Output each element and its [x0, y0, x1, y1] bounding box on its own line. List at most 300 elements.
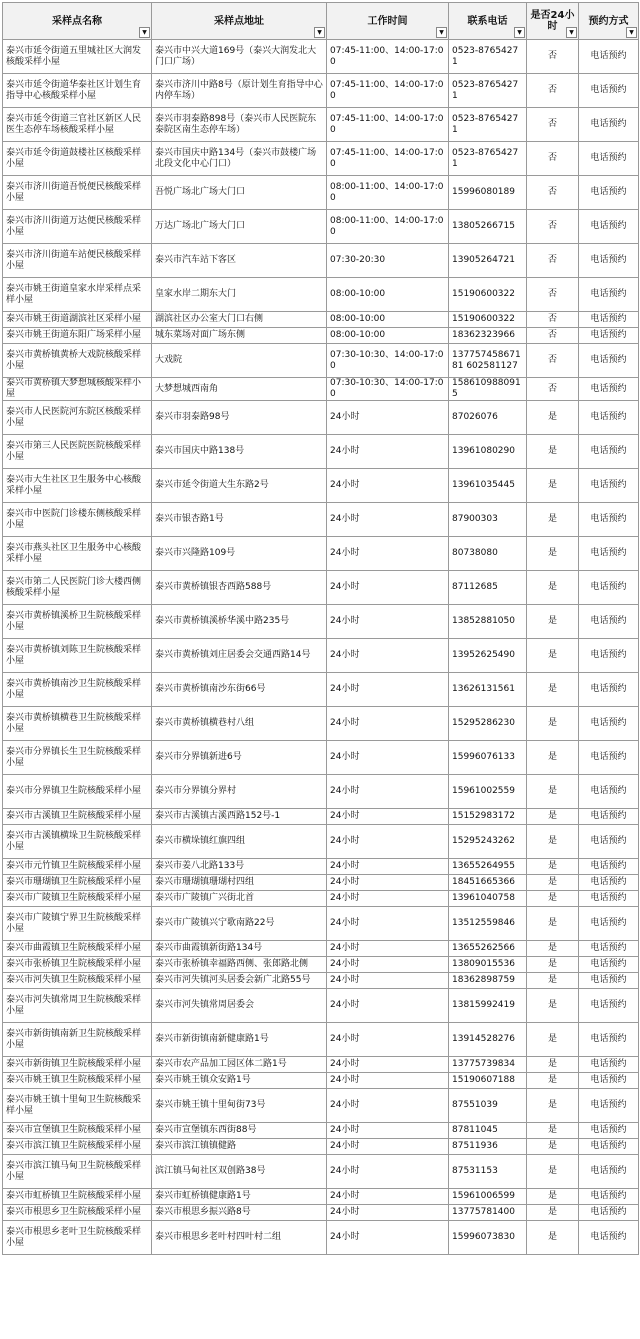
cell-phone[interactable]: 13626131561 [449, 673, 527, 707]
cell-booking[interactable]: 电话预约 [579, 278, 639, 312]
filter-dropdown-icon[interactable]: ▼ [566, 27, 577, 38]
cell-booking[interactable]: 电话预约 [579, 1089, 639, 1123]
cell-site-name[interactable]: 泰兴市古溪镇横垛卫生院核酸采样小屋 [3, 825, 152, 859]
cell-phone[interactable]: 13809015536 [449, 957, 527, 973]
cell-24h[interactable]: 是 [527, 891, 579, 907]
header-phone[interactable]: 联系电话 ▼ [449, 3, 527, 40]
table-row [3, 1123, 639, 1139]
cell-site-address[interactable]: 泰兴市珊瑚镇珊瑚村四组 [152, 875, 327, 891]
cell-site-address[interactable]: 泰兴市国庆中路134号（泰兴市鼓楼广场北段文化中心门口） [152, 142, 327, 176]
cell-booking[interactable]: 电话预约 [579, 142, 639, 176]
cell-site-address[interactable]: 滨江镇马甸社区双创路38号 [152, 1155, 327, 1189]
cell-booking[interactable]: 电话预约 [579, 40, 639, 74]
cell-site-name[interactable]: 泰兴市黄桥镇横巷卫生院核酸采样小屋 [3, 707, 152, 741]
cell-24h[interactable]: 是 [527, 571, 579, 605]
cell-site-name[interactable]: 泰兴市黄桥镇南沙卫生院核酸采样小屋 [3, 673, 152, 707]
cell-site-address[interactable]: 泰兴市张桥镇幸福路西侧、张郎路北侧 [152, 957, 327, 973]
cell-work-time[interactable]: 24小时 [327, 707, 449, 741]
cell-site-name[interactable]: 泰兴市张桥镇卫生院核酸采样小屋 [3, 957, 152, 973]
cell-work-time[interactable]: 24小时 [327, 1155, 449, 1189]
cell-24h[interactable]: 否 [527, 344, 579, 378]
table-row [3, 1073, 639, 1089]
cell-work-time[interactable]: 24小时 [327, 1023, 449, 1057]
cell-work-time[interactable]: 24小时 [327, 639, 449, 673]
cell-phone[interactable]: 13952625490 [449, 639, 527, 673]
cell-phone[interactable]: 13961080290 [449, 435, 527, 469]
cell-site-address[interactable]: 泰兴市广陵镇兴宁歌南路22号 [152, 907, 327, 941]
cell-booking[interactable]: 电话预约 [579, 435, 639, 469]
table-row [3, 176, 639, 210]
cell-site-name[interactable]: 泰兴市延令街道五里城社区大润发核酸采样小屋 [3, 40, 152, 74]
cell-site-name[interactable]: 泰兴市大生社区卫生服务中心核酸采样小屋 [3, 469, 152, 503]
cell-24h[interactable]: 是 [527, 973, 579, 989]
cell-site-name[interactable]: 泰兴市黄桥镇黄桥大戏院核酸采样小屋 [3, 344, 152, 378]
cell-booking[interactable]: 电话预约 [579, 639, 639, 673]
cell-booking[interactable]: 电话预约 [579, 1189, 639, 1205]
cell-site-name[interactable]: 泰兴市延令街道三官社区新区人民医生态停车场核酸采样小屋 [3, 108, 152, 142]
cell-phone[interactable]: 13775781400 [449, 1205, 527, 1221]
cell-24h[interactable]: 是 [527, 875, 579, 891]
cell-phone[interactable]: 13961035445 [449, 469, 527, 503]
cell-24h[interactable]: 是 [527, 1023, 579, 1057]
cell-booking[interactable]: 电话预约 [579, 1023, 639, 1057]
cell-booking[interactable]: 电话预约 [579, 605, 639, 639]
cell-phone[interactable]: 13914528276 [449, 1023, 527, 1057]
cell-booking[interactable]: 电话预约 [579, 989, 639, 1023]
cell-phone[interactable]: 13655264955 [449, 859, 527, 875]
cell-site-address[interactable]: 泰兴市滨江镇镇健路 [152, 1139, 327, 1155]
cell-24h[interactable]: 是 [527, 741, 579, 775]
cell-site-address[interactable]: 泰兴市横垛镇红旗四组 [152, 825, 327, 859]
cell-work-time[interactable]: 24小时 [327, 605, 449, 639]
cell-24h[interactable]: 是 [527, 989, 579, 1023]
cell-24h[interactable]: 是 [527, 605, 579, 639]
cell-24h[interactable]: 否 [527, 40, 579, 74]
cell-phone[interactable]: 0523-87654271 [449, 74, 527, 108]
cell-phone[interactable]: 15295243262 [449, 825, 527, 859]
cell-site-address[interactable]: 城东菜场对面广场东侧 [152, 328, 327, 344]
cell-site-name[interactable]: 泰兴市黄桥镇溪桥卫生院核酸采样小屋 [3, 605, 152, 639]
cell-phone[interactable]: 15152983172 [449, 809, 527, 825]
cell-24h[interactable]: 否 [527, 142, 579, 176]
cell-phone[interactable]: 13815992419 [449, 989, 527, 1023]
cell-work-time[interactable]: 24小时 [327, 1089, 449, 1123]
cell-work-time[interactable]: 24小时 [327, 1139, 449, 1155]
cell-site-name[interactable]: 泰兴市河失镇卫生院核酸采样小屋 [3, 973, 152, 989]
cell-24h[interactable]: 是 [527, 1155, 579, 1189]
table-row [3, 210, 639, 244]
cell-site-name[interactable]: 泰兴市黄桥镇刘陈卫生院核酸采样小屋 [3, 639, 152, 673]
cell-site-address[interactable]: 泰兴市河失镇常周居委会 [152, 989, 327, 1023]
cell-booking[interactable]: 电话预约 [579, 469, 639, 503]
cell-booking[interactable]: 电话预约 [579, 1221, 639, 1255]
cell-site-address[interactable]: 泰兴市黄桥镇溪桥华溪中路235号 [152, 605, 327, 639]
cell-phone[interactable]: 13805266715 [449, 210, 527, 244]
table-row [3, 907, 639, 941]
cell-phone[interactable]: 0523-87654271 [449, 40, 527, 74]
cell-24h[interactable]: 是 [527, 1123, 579, 1139]
cell-work-time[interactable]: 08:00-11:00、14:00-17:00 [327, 210, 449, 244]
cell-work-time[interactable]: 08:00-10:00 [327, 312, 449, 328]
cell-24h[interactable]: 否 [527, 312, 579, 328]
cell-site-address[interactable]: 泰兴市黄桥镇银杏西路588号 [152, 571, 327, 605]
table-row [3, 571, 639, 605]
cell-site-address[interactable]: 吾悦广场北广场大门口 [152, 176, 327, 210]
cell-phone[interactable]: 15190600322 [449, 312, 527, 328]
cell-site-name[interactable]: 泰兴市滨江镇卫生院核酸采样小屋 [3, 1139, 152, 1155]
cell-phone[interactable]: 13512559846 [449, 907, 527, 941]
cell-site-name[interactable]: 泰兴市姚王街道湖滨社区采样小屋 [3, 312, 152, 328]
cell-24h[interactable]: 是 [527, 957, 579, 973]
table-row [3, 537, 639, 571]
cell-site-address[interactable]: 泰兴市河失镇河头居委会新广北路55号 [152, 973, 327, 989]
cell-booking[interactable]: 电话预约 [579, 401, 639, 435]
cell-phone[interactable]: 18362323966 [449, 328, 527, 344]
cell-booking[interactable]: 电话预约 [579, 537, 639, 571]
cell-site-address[interactable]: 万达广场北广场大门口 [152, 210, 327, 244]
table-row [3, 469, 639, 503]
cell-work-time[interactable]: 24小时 [327, 825, 449, 859]
cell-24h[interactable]: 否 [527, 278, 579, 312]
cell-site-address[interactable]: 泰兴市济川中路8号（原计划生育指导中心内停车场） [152, 74, 327, 108]
cell-phone[interactable]: 15190600322 [449, 278, 527, 312]
cell-site-address[interactable]: 泰兴市宣堡镇东西街88号 [152, 1123, 327, 1139]
cell-work-time[interactable]: 07:45-11:00、14:00-17:00 [327, 40, 449, 74]
cell-phone[interactable]: 13852881050 [449, 605, 527, 639]
cell-phone[interactable]: 13775739834 [449, 1057, 527, 1073]
cell-work-time[interactable]: 07:45-11:00、14:00-17:00 [327, 142, 449, 176]
cell-site-name[interactable]: 泰兴市济川街道万达便民核酸采样小屋 [3, 210, 152, 244]
cell-24h[interactable]: 否 [527, 108, 579, 142]
cell-site-name[interactable]: 泰兴市根思乡老叶卫生院核酸采样小屋 [3, 1221, 152, 1255]
cell-24h[interactable]: 是 [527, 825, 579, 859]
cell-work-time[interactable]: 24小时 [327, 809, 449, 825]
cell-site-name[interactable]: 泰兴市人民医院河东院区核酸采样小屋 [3, 401, 152, 435]
header-row [3, 3, 639, 40]
cell-site-address[interactable]: 泰兴市黄桥镇横巷村八组 [152, 707, 327, 741]
cell-booking[interactable]: 电话预约 [579, 210, 639, 244]
cell-booking[interactable]: 电话预约 [579, 1123, 639, 1139]
cell-work-time[interactable]: 24小时 [327, 1123, 449, 1139]
cell-work-time[interactable]: 24小时 [327, 741, 449, 775]
cell-phone[interactable]: 87551039 [449, 1089, 527, 1123]
cell-booking[interactable]: 电话预约 [579, 108, 639, 142]
cell-phone[interactable]: 15996076133 [449, 741, 527, 775]
cell-booking[interactable]: 电话预约 [579, 312, 639, 328]
cell-24h[interactable]: 是 [527, 1057, 579, 1073]
cell-phone[interactable]: 0523-87654271 [449, 142, 527, 176]
cell-booking[interactable]: 电话预约 [579, 907, 639, 941]
cell-site-name[interactable]: 泰兴市珊瑚镇卫生院核酸采样小屋 [3, 875, 152, 891]
cell-site-address[interactable]: 泰兴市分界镇分界村 [152, 775, 327, 809]
cell-site-address[interactable]: 皇家水岸二期东大门 [152, 278, 327, 312]
filter-dropdown-icon[interactable]: ▼ [436, 27, 447, 38]
cell-site-name[interactable]: 泰兴市中医院门诊楼东侧核酸采样小屋 [3, 503, 152, 537]
cell-booking[interactable]: 电话预约 [579, 941, 639, 957]
cell-booking[interactable]: 电话预约 [579, 1057, 639, 1073]
cell-work-time[interactable]: 24小时 [327, 957, 449, 973]
cell-24h[interactable]: 否 [527, 210, 579, 244]
cell-phone[interactable]: 1586109880915 [449, 378, 527, 401]
header-site-name[interactable]: 采样点名称 ▼ [3, 3, 152, 40]
cell-24h[interactable]: 是 [527, 859, 579, 875]
cell-booking[interactable]: 电话预约 [579, 1155, 639, 1189]
cell-site-name[interactable]: 泰兴市燕头社区卫生服务中心核酸采样小屋 [3, 537, 152, 571]
cell-booking[interactable]: 电话预约 [579, 244, 639, 278]
filter-dropdown-icon[interactable]: ▼ [314, 27, 325, 38]
cell-work-time[interactable]: 24小时 [327, 673, 449, 707]
table-row [3, 673, 639, 707]
cell-phone[interactable]: 0523-87654271 [449, 108, 527, 142]
header-booking[interactable]: 预约方式 ▼ [579, 3, 639, 40]
table-row [3, 74, 639, 108]
cell-site-address[interactable]: 泰兴市姚王镇众安路1号 [152, 1073, 327, 1089]
cell-24h[interactable]: 是 [527, 941, 579, 957]
cell-site-name[interactable]: 泰兴市古溪镇卫生院核酸采样小屋 [3, 809, 152, 825]
cell-site-name[interactable]: 泰兴市姚王镇十里甸卫生院核酸采样小屋 [3, 1089, 152, 1123]
cell-site-name[interactable]: 泰兴市根思乡卫生院核酸采样小屋 [3, 1205, 152, 1221]
cell-site-address[interactable]: 泰兴市汽车站下客区 [152, 244, 327, 278]
header-site-address[interactable]: 采样点地址 ▼ [152, 3, 327, 40]
table-row [3, 605, 639, 639]
cell-work-time[interactable]: 24小时 [327, 907, 449, 941]
cell-site-name[interactable]: 泰兴市元竹镇卫生院核酸采样小屋 [3, 859, 152, 875]
cell-24h[interactable]: 是 [527, 503, 579, 537]
cell-work-time[interactable]: 07:30-10:30、14:00-17:00 [327, 344, 449, 378]
cell-site-name[interactable]: 泰兴市新街镇南新卫生院核酸采样小屋 [3, 1023, 152, 1057]
cell-24h[interactable]: 是 [527, 1221, 579, 1255]
filter-dropdown-icon[interactable]: ▼ [139, 27, 150, 38]
cell-work-time[interactable]: 08:00-11:00、14:00-17:00 [327, 176, 449, 210]
table-row [3, 278, 639, 312]
cell-phone[interactable]: 87112685 [449, 571, 527, 605]
cell-work-time[interactable]: 24小时 [327, 989, 449, 1023]
cell-booking[interactable]: 电话预约 [579, 957, 639, 973]
cell-site-name[interactable]: 泰兴市延令街道鼓楼社区核酸采样小屋 [3, 142, 152, 176]
table-row [3, 639, 639, 673]
cell-work-time[interactable]: 24小时 [327, 1057, 449, 1073]
cell-work-time[interactable]: 07:30-20:30 [327, 244, 449, 278]
cell-site-address[interactable]: 泰兴市兴隆路109号 [152, 537, 327, 571]
filter-dropdown-icon[interactable]: ▼ [626, 27, 637, 38]
cell-phone[interactable]: 18362898759 [449, 973, 527, 989]
table-row [3, 1221, 639, 1255]
cell-site-name[interactable]: 泰兴市第二人民医院门诊大楼西侧核酸采样小屋 [3, 571, 152, 605]
cell-booking[interactable]: 电话预约 [579, 1205, 639, 1221]
cell-site-name[interactable]: 泰兴市济川街道车站便民核酸采样小屋 [3, 244, 152, 278]
cell-phone[interactable]: 15295286230 [449, 707, 527, 741]
cell-site-name[interactable]: 泰兴市虹桥镇卫生院核酸采样小屋 [3, 1189, 152, 1205]
cell-24h[interactable]: 是 [527, 673, 579, 707]
cell-site-address[interactable]: 湖滨社区办公室大门口右侧 [152, 312, 327, 328]
cell-work-time[interactable]: 24小时 [327, 875, 449, 891]
cell-24h[interactable]: 否 [527, 74, 579, 108]
cell-24h[interactable]: 是 [527, 435, 579, 469]
table-row [3, 825, 639, 859]
cell-work-time[interactable]: 24小时 [327, 891, 449, 907]
cell-site-address[interactable]: 泰兴市延令街道大生东路2号 [152, 469, 327, 503]
cell-site-name[interactable]: 泰兴市第三人民医院医院核酸采样小屋 [3, 435, 152, 469]
cell-work-time[interactable]: 24小时 [327, 1221, 449, 1255]
cell-site-name[interactable]: 泰兴市分界镇长生卫生院核酸采样小屋 [3, 741, 152, 775]
cell-booking[interactable]: 电话预约 [579, 973, 639, 989]
cell-site-address[interactable]: 泰兴市国庆中路138号 [152, 435, 327, 469]
cell-site-address[interactable]: 泰兴市姚王镇十里甸街73号 [152, 1089, 327, 1123]
cell-site-address[interactable]: 泰兴市根思乡老叶村四叶村二组 [152, 1221, 327, 1255]
cell-booking[interactable]: 电话预约 [579, 176, 639, 210]
cell-site-address[interactable]: 泰兴市中兴大道169号（泰兴大润发北大门口广场） [152, 40, 327, 74]
cell-phone[interactable]: 87811045 [449, 1123, 527, 1139]
cell-booking[interactable]: 电话预约 [579, 875, 639, 891]
cell-24h[interactable]: 是 [527, 401, 579, 435]
cell-booking[interactable]: 电话预约 [579, 503, 639, 537]
cell-24h[interactable]: 否 [527, 176, 579, 210]
table-row [3, 40, 639, 74]
cell-work-time[interactable]: 24小时 [327, 941, 449, 957]
sampling-site-table [2, 2, 639, 1255]
cell-site-name[interactable]: 泰兴市分界镇卫生院核酸采样小屋 [3, 775, 152, 809]
cell-work-time[interactable]: 07:30-10:30、14:00-17:00 [327, 378, 449, 401]
cell-24h[interactable]: 否 [527, 244, 579, 278]
cell-site-address[interactable]: 泰兴市黄桥镇南沙东街66号 [152, 673, 327, 707]
cell-work-time[interactable]: 24小时 [327, 1189, 449, 1205]
cell-site-address[interactable]: 泰兴市银杏路1号 [152, 503, 327, 537]
cell-24h[interactable]: 是 [527, 1139, 579, 1155]
cell-phone[interactable]: 13905264721 [449, 244, 527, 278]
cell-work-time[interactable]: 24小时 [327, 401, 449, 435]
cell-site-address[interactable]: 泰兴市农产品加工园区体二路1号 [152, 1057, 327, 1073]
cell-site-name[interactable]: 泰兴市广陵镇宁界卫生院核酸采样小屋 [3, 907, 152, 941]
cell-work-time[interactable]: 24小时 [327, 435, 449, 469]
cell-24h[interactable]: 是 [527, 775, 579, 809]
cell-booking[interactable]: 电话预约 [579, 891, 639, 907]
cell-booking[interactable]: 电话预约 [579, 741, 639, 775]
cell-work-time[interactable]: 24小时 [327, 859, 449, 875]
table-row [3, 1057, 639, 1073]
cell-booking[interactable]: 电话预约 [579, 673, 639, 707]
cell-phone[interactable]: 15190607188 [449, 1073, 527, 1089]
cell-site-name[interactable]: 泰兴市黄桥镇大梦想城核酸采样小屋 [3, 378, 152, 401]
cell-site-name[interactable]: 泰兴市新街镇卫生院核酸采样小屋 [3, 1057, 152, 1073]
cell-phone[interactable]: 80738080 [449, 537, 527, 571]
cell-site-name[interactable]: 泰兴市宣堡镇卫生院核酸采样小屋 [3, 1123, 152, 1139]
cell-site-name[interactable]: 泰兴市滨江镇马甸卫生院核酸采样小屋 [3, 1155, 152, 1189]
cell-site-address[interactable]: 泰兴市姜八北路133号 [152, 859, 327, 875]
cell-24h[interactable]: 是 [527, 1073, 579, 1089]
cell-site-address[interactable]: 泰兴市羽泰路898号（泰兴市人民医院东泰院区南生态停车场） [152, 108, 327, 142]
cell-site-address[interactable]: 泰兴市古溪镇古溪西路152号-1 [152, 809, 327, 825]
cell-work-time[interactable]: 08:00-10:00 [327, 328, 449, 344]
cell-booking[interactable]: 电话预约 [579, 859, 639, 875]
cell-site-name[interactable]: 泰兴市姚王街道皇家水岸采样点采样小屋 [3, 278, 152, 312]
cell-work-time[interactable]: 07:45-11:00、14:00-17:00 [327, 108, 449, 142]
header-24h[interactable]: 是否24小时 ▼ [527, 3, 579, 40]
cell-booking[interactable]: 电话预约 [579, 344, 639, 378]
cell-site-address[interactable]: 泰兴市黄桥镇刘庄居委会交通西路14号 [152, 639, 327, 673]
filter-dropdown-icon[interactable]: ▼ [514, 27, 525, 38]
cell-work-time[interactable]: 07:45-11:00、14:00-17:00 [327, 74, 449, 108]
cell-site-address[interactable]: 泰兴市曲霞镇新街路134号 [152, 941, 327, 957]
cell-site-address[interactable]: 泰兴市虹桥镇健康路1号 [152, 1189, 327, 1205]
cell-phone[interactable]: 18451665366 [449, 875, 527, 891]
cell-work-time[interactable]: 24小时 [327, 469, 449, 503]
cell-phone[interactable]: 87900303 [449, 503, 527, 537]
cell-24h[interactable]: 否 [527, 328, 579, 344]
table-row [3, 859, 639, 875]
cell-24h[interactable]: 是 [527, 639, 579, 673]
cell-24h[interactable]: 是 [527, 1189, 579, 1205]
table-row [3, 1089, 639, 1123]
cell-site-name[interactable]: 泰兴市济川街道吾悦便民核酸采样小屋 [3, 176, 152, 210]
cell-24h[interactable]: 是 [527, 1089, 579, 1123]
cell-site-address[interactable]: 泰兴市广陵镇广兴街北首 [152, 891, 327, 907]
cell-work-time[interactable]: 24小时 [327, 571, 449, 605]
cell-booking[interactable]: 电话预约 [579, 809, 639, 825]
cell-site-address[interactable]: 泰兴市分界镇新进6号 [152, 741, 327, 775]
cell-phone[interactable]: 87511936 [449, 1139, 527, 1155]
cell-phone[interactable]: 13655262566 [449, 941, 527, 957]
cell-phone[interactable]: 13775745867181 602581127 [449, 344, 527, 378]
table-row [3, 344, 639, 378]
cell-site-name[interactable]: 泰兴市河失镇常周卫生院核酸采样小屋 [3, 989, 152, 1023]
cell-site-name[interactable]: 泰兴市曲霞镇卫生院核酸采样小屋 [3, 941, 152, 957]
cell-work-time[interactable]: 24小时 [327, 537, 449, 571]
cell-phone[interactable]: 15996073830 [449, 1221, 527, 1255]
cell-phone[interactable]: 87026076 [449, 401, 527, 435]
cell-24h[interactable]: 是 [527, 907, 579, 941]
cell-work-time[interactable]: 24小时 [327, 775, 449, 809]
cell-site-address[interactable]: 大梦想城西南角 [152, 378, 327, 401]
cell-24h[interactable]: 是 [527, 809, 579, 825]
cell-24h[interactable]: 是 [527, 707, 579, 741]
cell-booking[interactable]: 电话预约 [579, 1139, 639, 1155]
cell-booking[interactable]: 电话预约 [579, 825, 639, 859]
cell-work-time[interactable]: 24小时 [327, 503, 449, 537]
cell-site-address[interactable]: 泰兴市新街镇南新健康路1号 [152, 1023, 327, 1057]
cell-phone[interactable]: 13961040758 [449, 891, 527, 907]
cell-site-name[interactable]: 泰兴市广陵镇卫生院核酸采样小屋 [3, 891, 152, 907]
cell-site-name[interactable]: 泰兴市延令街道华泰社区计划生育指导中心核酸采样小屋 [3, 74, 152, 108]
cell-site-name[interactable]: 泰兴市姚王街道东阳广场采样小屋 [3, 328, 152, 344]
cell-booking[interactable]: 电话预约 [579, 378, 639, 401]
cell-phone[interactable]: 15961002559 [449, 775, 527, 809]
table-row [3, 973, 639, 989]
cell-site-address[interactable]: 泰兴市羽泰路98号 [152, 401, 327, 435]
cell-site-name[interactable]: 泰兴市姚王镇卫生院核酸采样小屋 [3, 1073, 152, 1089]
cell-24h[interactable]: 否 [527, 378, 579, 401]
cell-booking[interactable]: 电话预约 [579, 1073, 639, 1089]
cell-phone[interactable]: 15961006599 [449, 1189, 527, 1205]
cell-booking[interactable]: 电话预约 [579, 571, 639, 605]
cell-phone[interactable]: 15996080189 [449, 176, 527, 210]
cell-work-time[interactable]: 24小时 [327, 973, 449, 989]
cell-booking[interactable]: 电话预约 [579, 328, 639, 344]
cell-work-time[interactable]: 24小时 [327, 1205, 449, 1221]
cell-booking[interactable]: 电话预约 [579, 775, 639, 809]
header-work-time[interactable]: 工作时间 ▼ [327, 3, 449, 40]
cell-site-address[interactable]: 大戏院 [152, 344, 327, 378]
cell-work-time[interactable]: 08:00-10:00 [327, 278, 449, 312]
cell-24h[interactable]: 是 [527, 1205, 579, 1221]
cell-site-address[interactable]: 泰兴市根思乡振兴路8号 [152, 1205, 327, 1221]
table-row [3, 809, 639, 825]
cell-24h[interactable]: 是 [527, 537, 579, 571]
cell-phone[interactable]: 87531153 [449, 1155, 527, 1189]
cell-booking[interactable]: 电话预约 [579, 707, 639, 741]
cell-booking[interactable]: 电话预约 [579, 74, 639, 108]
cell-work-time[interactable]: 24小时 [327, 1073, 449, 1089]
cell-24h[interactable]: 是 [527, 469, 579, 503]
